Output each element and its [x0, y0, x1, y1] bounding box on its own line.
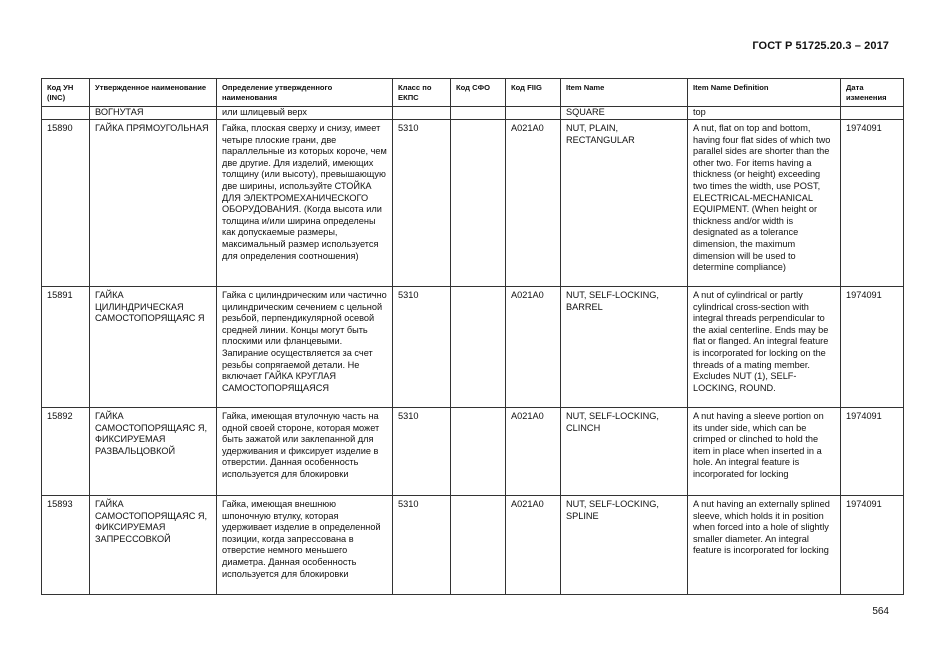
- cell-item-name: NUT, SELF-LOCKING, SPLINE: [561, 496, 688, 595]
- cell-sfo-code: [451, 496, 506, 595]
- cell-approved-name: ГАЙКА ПРЯМОУГОЛЬНАЯ: [90, 120, 217, 287]
- cell-item-definition: A nut of cylindrical or partly cylindrical cross-section with integral threads perpendicular to the axial centerline. Ends may be flat or flanged. An integral feature is incorporated for locking on the threads of a mating member. Excludes NUT (1), SELF-LOCKING, ROUND.: [688, 287, 841, 408]
- cell-approved-name: ВОГНУТАЯ: [90, 107, 217, 120]
- cell-change-date: 1974091: [841, 120, 904, 287]
- cell-approved-name: ГАЙКА САМОСТОПОРЯЩАЯС Я, ФИКСИРУЕМАЯ РАЗВАЛЬЦОВКОЙ: [90, 408, 217, 496]
- cell-item-definition: top: [688, 107, 841, 120]
- cell-fiig-code: A021A0: [506, 287, 561, 408]
- cell-code: [42, 107, 90, 120]
- cell-code: 15893: [42, 496, 90, 595]
- cell-change-date: 1974091: [841, 496, 904, 595]
- page-number: 564: [872, 606, 889, 617]
- cell-approved-name: ГАЙКА ЦИЛИНДРИЧЕСКАЯ САМОСТОПОРЯЩАЯС Я: [90, 287, 217, 408]
- header-code: Код УН (INC): [42, 79, 90, 107]
- cell-item-name: NUT, SELF-LOCKING, BARREL: [561, 287, 688, 408]
- header-approved-name: Утвержденное наименование: [90, 79, 217, 107]
- cell-fiig-code: [506, 107, 561, 120]
- header-ekps-class: Класс по ЕКПС: [393, 79, 451, 107]
- cell-definition: или шлицевый верх: [217, 107, 393, 120]
- cell-change-date: [841, 107, 904, 120]
- header-item-name: Item Name: [561, 79, 688, 107]
- header-fiig-code: Код FIIG: [506, 79, 561, 107]
- cell-ekps-class: [393, 107, 451, 120]
- header-item-definition: Item Name Definition: [688, 79, 841, 107]
- document-standard-number: ГОСТ Р 51725.20.3 – 2017: [752, 40, 889, 52]
- catalog-table: [41, 78, 904, 595]
- cell-ekps-class: 5310: [393, 408, 451, 496]
- cell-item-definition: A nut having an externally splined sleeve, which holds it in position when forced into a hole of slightly smaller diameter. An integral feature is incorporated for locking: [688, 496, 841, 595]
- cell-code: 15892: [42, 408, 90, 496]
- cell-sfo-code: [451, 120, 506, 287]
- cell-item-name: NUT, PLAIN, RECTANGULAR: [561, 120, 688, 287]
- cell-item-definition: A nut, flat on top and bottom, having four flat sides of which two parallel sides are shorter than the other two. For items having a thickness (or height) exceeding two times the width, use POST, ELECTRICAL-MECHANICAL EQUIPMENT. (When height or thickness and/or width is designated as a tolerance dimension, the maximum dimension will be used to determine compliance): [688, 120, 841, 287]
- cell-change-date: 1974091: [841, 287, 904, 408]
- cell-ekps-class: 5310: [393, 496, 451, 595]
- cell-code: 15890: [42, 120, 90, 287]
- cell-item-definition: A nut having a sleeve portion on its under side, which can be crimped or clinched to hold the item in place when inserted in a hole. An integral feature is incorporated for locking: [688, 408, 841, 496]
- table-header-row: [42, 79, 904, 107]
- cell-definition: Гайка с цилиндрическим или частично цилиндрическим сечением с цельной резьбой, перпендикулярной осевой средней линии. Концы могут быть плоскими или фланцевыми. Запирание осуществляется за счет резьбы сопрягаемой детали. Не включает ГАЙКА КРУГЛАЯ САМОСТОПОРЯЩАЯСЯ: [217, 287, 393, 408]
- table-row: [42, 496, 904, 595]
- cell-definition: Гайка, имеющая внешнюю шпоночную втулку, которая удерживает изделие в определенной позиции, когда запрессована в отверстие немного меньшего диаметра. Данная особенность используется для блокировки: [217, 496, 393, 595]
- cell-item-name: SQUARE: [561, 107, 688, 120]
- table-row: [42, 287, 904, 408]
- cell-fiig-code: A021A0: [506, 120, 561, 287]
- cell-definition: Гайка, плоская сверху и снизу, имеет четыре плоские грани, две параллельные из которых короче, чем две другие. Для изделий, имеющих толщину (или высоту), превышающую две ширины, используйте СТОЙКА ДЛЯ ЭЛЕКТРОМЕХАНИЧЕСКОГО ОБОРУДОВАНИЯ. (Когда высота или толщина и/или ширина определены как допускаемые размеры, максимальный размер используется для определения соотношения): [217, 120, 393, 287]
- header-change-date: Дата изменения: [841, 79, 904, 107]
- cell-sfo-code: [451, 107, 506, 120]
- header-definition: Определение утвержденного наименования: [217, 79, 393, 107]
- cell-ekps-class: 5310: [393, 287, 451, 408]
- cell-item-name: NUT, SELF-LOCKING, CLINCH: [561, 408, 688, 496]
- cell-ekps-class: 5310: [393, 120, 451, 287]
- cell-definition: Гайка, имеющая втулочную часть на одной своей стороне, которая может быть зажатой или заклепанной для удерживания и фиксирует изделие в отверстии. Данная особенность используется для блокировки: [217, 408, 393, 496]
- cell-fiig-code: A021A0: [506, 408, 561, 496]
- cell-approved-name: ГАЙКА САМОСТОПОРЯЩАЯС Я, ФИКСИРУЕМАЯ ЗАПРЕССОВКОЙ: [90, 496, 217, 595]
- cell-change-date: 1974091: [841, 408, 904, 496]
- cell-sfo-code: [451, 408, 506, 496]
- table-row: [42, 408, 904, 496]
- table-row: [42, 120, 904, 287]
- cell-code: 15891: [42, 287, 90, 408]
- table-row-continuation: [42, 107, 904, 120]
- cell-sfo-code: [451, 287, 506, 408]
- header-sfo-code: Код СФО: [451, 79, 506, 107]
- cell-fiig-code: A021A0: [506, 496, 561, 595]
